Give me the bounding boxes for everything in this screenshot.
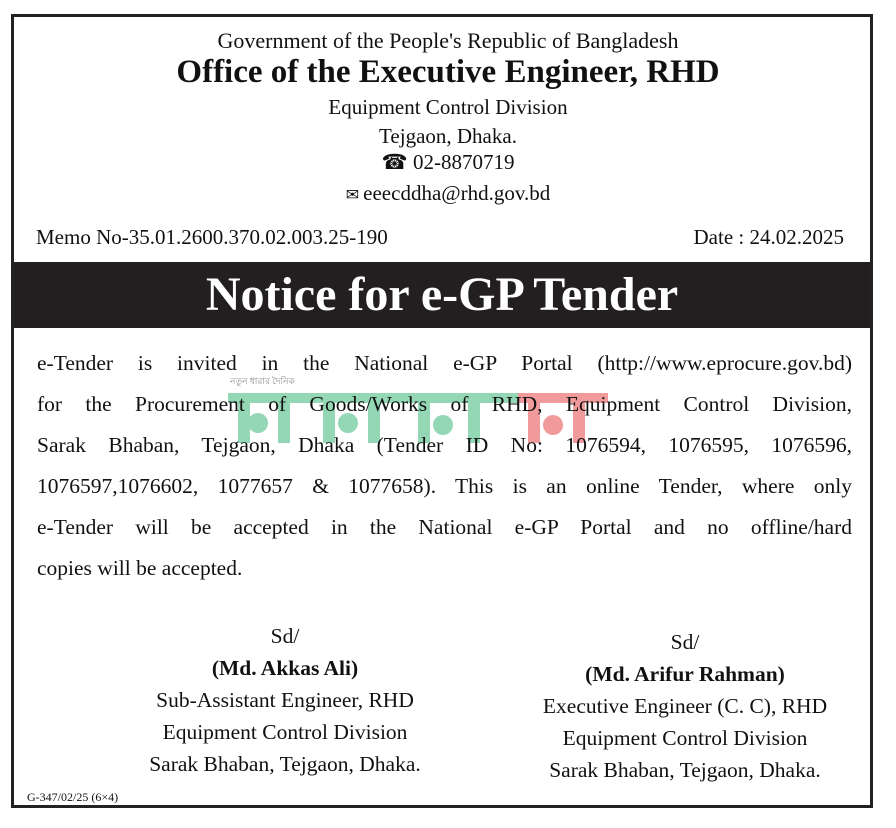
location-line: Tejgaon, Dhaka. <box>379 124 517 148</box>
signatory-right <box>495 626 875 786</box>
notice-body <box>37 343 852 589</box>
phone-line: ☎ 02-8870719 <box>381 150 515 174</box>
body-line: e-Tender will be accepted in the National e-GP Portal and no offline/hard <box>37 515 852 539</box>
envelope-icon: ✉ <box>345 187 364 204</box>
body-line: Sarak Bhaban, Tejgaon, Dhaka (Tender ID No: 1076594, 1076595, 1076596, <box>37 433 852 457</box>
body-line: 1076597,1076602, 1077657 & 1077658). This is an online Tender, where only <box>37 474 852 498</box>
notice-date: Date : 24.02.2025 <box>693 225 844 249</box>
signatory-address: Sarak Bhaban, Tejgaon, Dhaka. <box>149 752 421 776</box>
ad-code: G-347/02/25 (6×4) <box>27 790 119 804</box>
signatory-left <box>110 620 460 780</box>
signatory-division: Equipment Control Division <box>562 726 808 750</box>
body-line: e-Tender is invited in the National e-GP Portal (http://www.eprocure.gov.bd) <box>37 351 852 375</box>
watermark-tagline: নতুন ধারার দৈনিক <box>230 376 295 386</box>
signatory-title: Sub-Assistant Engineer, RHD <box>156 688 414 712</box>
signatory-title: Executive Engineer (C. C), RHD <box>542 694 828 718</box>
body-line: for the Procurement of Goods/Works of RHD, Equipment Control Division, <box>37 392 852 416</box>
signatory-address: Sarak Bhaban, Tejgaon, Dhaka. <box>549 758 821 782</box>
signatory-name: (Md. Akkas Ali) <box>211 656 359 680</box>
email-line: ✉ eeecddha@rhd.gov.bd <box>345 181 551 205</box>
signatory-division: Equipment Control Division <box>162 720 408 744</box>
notice-title: Notice for e-GP Tender <box>14 262 870 328</box>
office-title: Office of the Executive Engineer, RHD <box>176 54 720 90</box>
signature-sd: Sd/ <box>270 624 300 648</box>
memo-number: Memo No-35.01.2600.370.02.003.25-190 <box>36 225 388 249</box>
telephone-icon: ☎ <box>381 150 413 174</box>
division-line: Equipment Control Division <box>328 95 568 119</box>
government-line: Government of the People's Republic of Bangladesh <box>217 28 679 53</box>
body-line: copies will be accepted. <box>37 556 243 580</box>
signatory-name: (Md. Arifur Rahman) <box>585 662 785 686</box>
signature-sd: Sd/ <box>670 630 700 654</box>
